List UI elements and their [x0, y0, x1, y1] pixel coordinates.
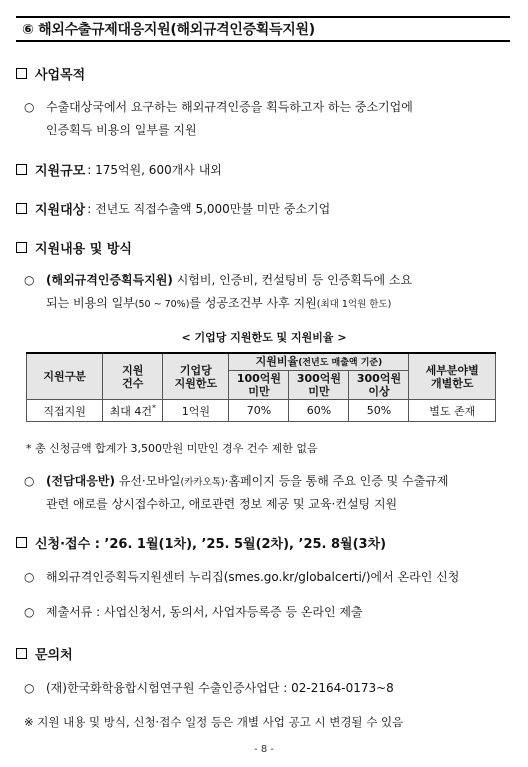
header-limit: 기업당 지원한도 — [163, 353, 229, 400]
header-ratio: 지원비율(전년도 매출액 기준) — [229, 353, 409, 371]
page-title: ⑥ 해외수출규제대응지원(해외규격인증획득지원) — [22, 22, 315, 38]
bullet-circle-icon: ○ — [24, 681, 35, 695]
contact-bullet-1: ○ (재)한국화학융합시험연구원 수출인증사업단 : 02-2164-0173~8 — [24, 677, 394, 699]
table-row — [27, 400, 496, 422]
checkbox-square-icon — [16, 242, 27, 253]
purpose-bullet: ○ 수출대상국에서 요구하는 해외규격인증을 획득하고자 하는 중소기업에 — [24, 96, 413, 118]
bullet-circle-icon: ○ — [24, 273, 35, 287]
purpose-line2: 인증획득 비용의 일부를 지원 — [46, 123, 197, 137]
apply-bullet-2: ○ 제출서류 : 사업신청서, 동의서, 사업자등록증 등 온라인 제출 — [24, 601, 363, 623]
content-bullet-1-line2: 되는 비용의 일부(50 ~ 70%)를 성공조건부 사후 지원(최대 1억원 한도) — [46, 296, 392, 310]
cell-ratio-1: 70% — [229, 400, 289, 422]
header-ratio-3: 300억원 이상 — [349, 371, 409, 400]
cell-ratio-2: 60% — [289, 400, 349, 422]
cell-detail: 별도 존재 — [409, 400, 496, 422]
content-bullet-2: ○ (전담대응반) 유선·모바일(카카오톡)·홈페이지 등을 통해 주요 인증 및 수출규제 — [24, 470, 448, 494]
checkbox-square-icon — [16, 68, 27, 79]
section-contact-heading: 문의처 — [16, 644, 73, 663]
cell-limit: 1억원 — [163, 400, 229, 422]
header-type: 지원구분 — [27, 353, 103, 400]
table-note: * 총 신청금액 합계가 3,500만원 미만인 경우 건수 제한 없음 — [26, 442, 318, 455]
support-table — [26, 352, 496, 422]
bullet-circle-icon: ○ — [24, 570, 35, 584]
section-apply-heading: 신청·접수 : ’26. 1월(1차), ’25. 5월(2차), ’25. 8월(3차) — [16, 533, 386, 552]
checkbox-square-icon — [16, 203, 27, 214]
header-detail: 세부분야별 개별한도 — [409, 353, 496, 400]
checkbox-square-icon — [16, 164, 27, 175]
cell-count: 최대 4건* — [103, 400, 163, 422]
checkbox-square-icon — [16, 648, 27, 659]
header-ratio-1: 100억원 미만 — [229, 371, 289, 400]
title-bar — [16, 16, 510, 42]
header-count: 지원 건수 — [103, 353, 163, 400]
bullet-circle-icon: ○ — [24, 474, 35, 488]
section-target: 지원대상 : 전년도 직접수출액 5,000만불 미만 중소기업 — [16, 199, 330, 218]
content-bullet-1: ○ (해외규격인증획득지원) 시험비, 인증비, 컨설팅비 등 인증획득에 소요 — [24, 269, 412, 291]
content-bullet-2-line2: 관련 애로를 상시접수하고, 애로관련 정보 제공 및 교육·컨설팅 지원 — [46, 497, 398, 511]
header-ratio-2: 300억원 미만 — [289, 371, 349, 400]
bottom-note: ※ 지원 내용 및 방식, 신청·접수 일정 등은 개별 사업 공고 시 변경될 수 있음 — [24, 715, 404, 729]
table-caption: < 기업당 지원한도 및 지원비율 > — [181, 331, 347, 344]
checkbox-square-icon — [16, 537, 27, 548]
cell-type: 직접지원 — [27, 400, 103, 422]
cell-ratio-3: 50% — [349, 400, 409, 422]
section-purpose-heading: 사업목적 — [16, 64, 85, 83]
section-scale: 지원규모 : 175억원, 600개사 내외 — [16, 160, 222, 179]
apply-bullet-1: ○ 해외규격인증획득지원센터 누리집(smes.go.kr/globalcerti/)에서 온라인 신청 — [24, 566, 459, 588]
section-content-heading: 지원내용 및 방식 — [16, 238, 132, 257]
bullet-circle-icon: ○ — [24, 605, 35, 619]
page-number: - 8 - — [254, 744, 274, 755]
bullet-circle-icon: ○ — [24, 100, 35, 114]
